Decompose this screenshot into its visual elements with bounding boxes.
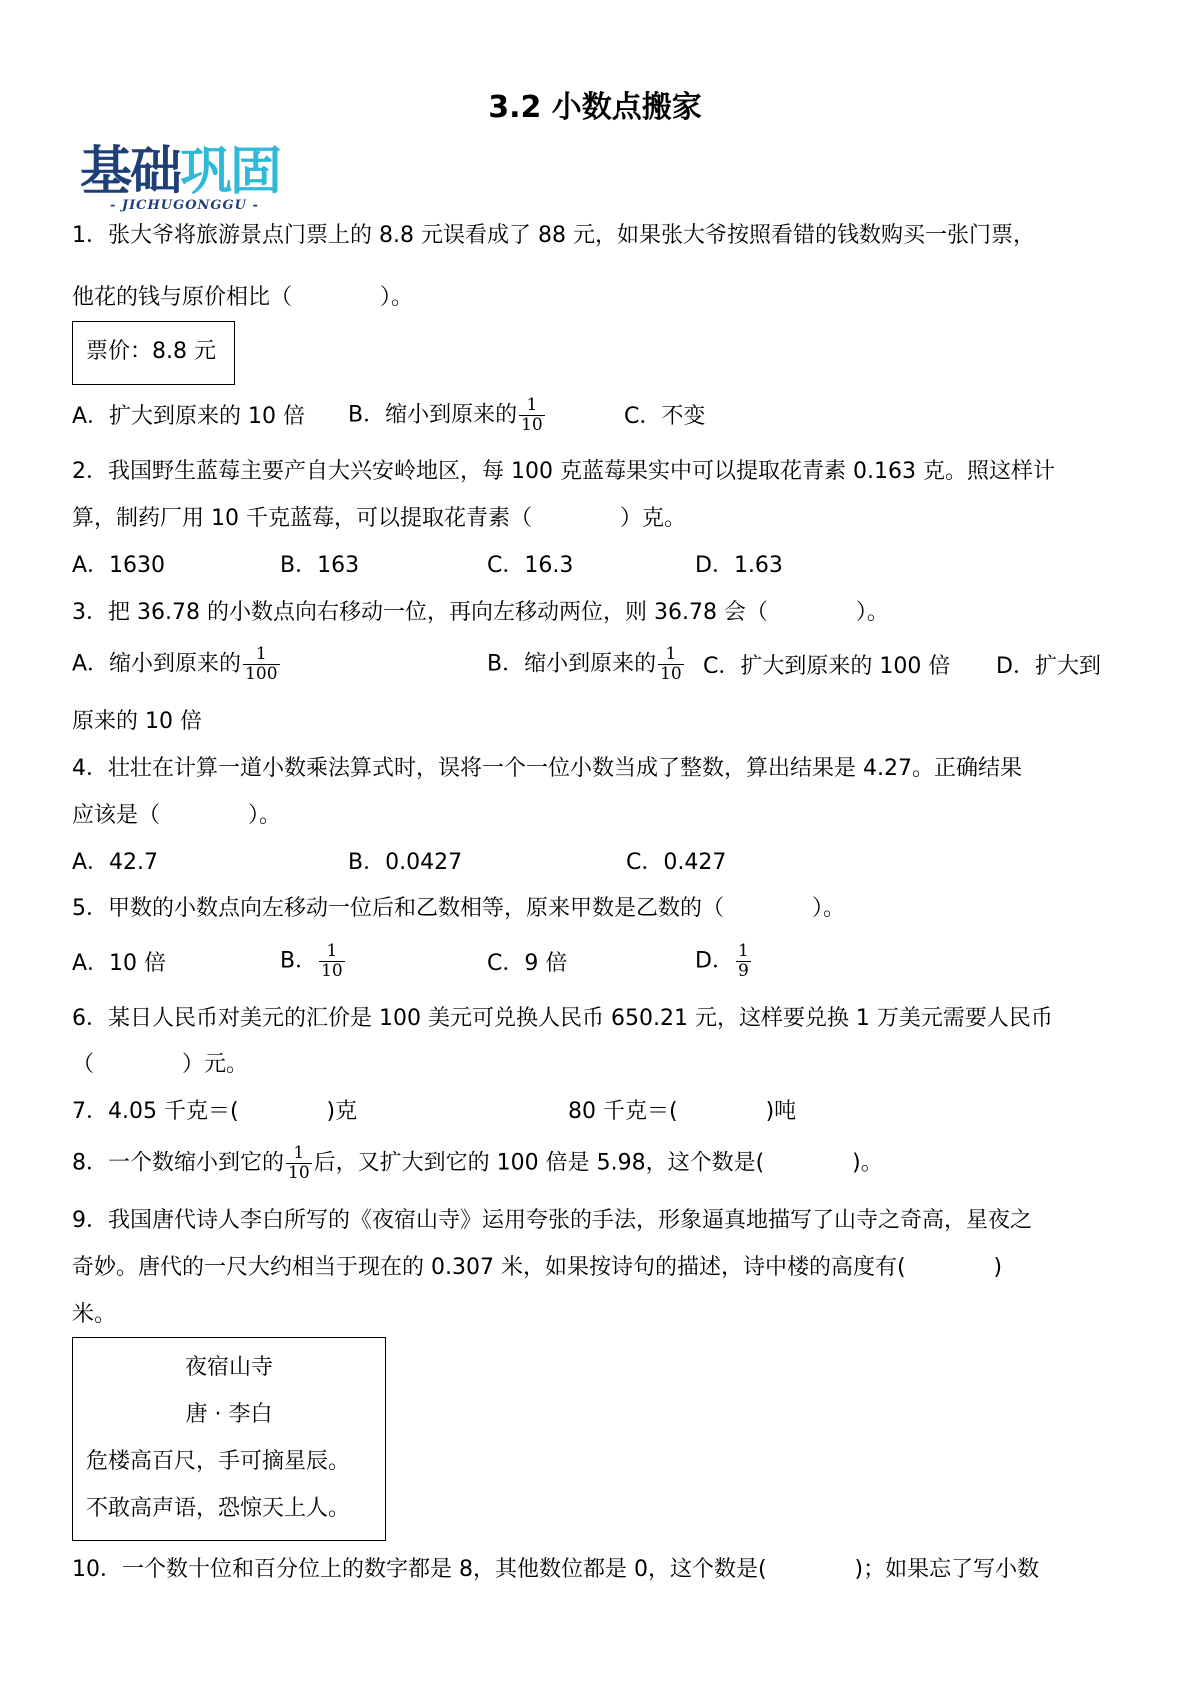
- fraction-denominator: 10: [521, 415, 543, 435]
- poem-author: 唐 · 李白: [185, 1402, 273, 1427]
- fraction-denominator: 9: [737, 961, 749, 981]
- q2-option-d: D．1.63: [695, 553, 783, 578]
- q3-option-c: C．扩大到原来的 100 倍: [703, 654, 951, 679]
- q3-line1: 3．把 36.78 的小数点向右移动一位，再向左移动两位，则 36.78 会（ ）。: [72, 600, 889, 625]
- banner-text-light: 巩固: [180, 142, 281, 202]
- q6-line2: （ ）元。: [72, 1052, 249, 1077]
- q1-option-b-text: B．缩小到原来的: [348, 402, 518, 428]
- q1-option-c: C．不变: [624, 404, 706, 429]
- q1-line1: 1．张大爷将旅游景点门票上的 8.8 元误看成了 88 元，如果张大爷按照看错的钱数购买一张门票，: [72, 223, 1035, 248]
- fraction-denominator: 10: [660, 664, 682, 684]
- q1-option-b-fraction: [519, 396, 545, 435]
- q2-option-c: C．16.3: [487, 553, 574, 578]
- q3-option-b: [487, 645, 686, 684]
- q5-option-d: [695, 942, 753, 981]
- q5-option-b: [280, 942, 347, 981]
- q5-line1: 5．甲数的小数点向左移动一位后和乙数相等，原来甲数是乙数的（ ）。: [72, 896, 845, 921]
- q2-option-a: A．1630: [72, 553, 166, 578]
- fraction-numerator: 1: [326, 941, 338, 961]
- section-banner: [80, 143, 290, 215]
- q9-line2: 奇妙。唐代的一尺大约相当于现在的 0.307 米，如果按诗句的描述，诗中楼的高度有( ): [72, 1255, 1003, 1280]
- q9-line3: 米。: [72, 1302, 117, 1327]
- q1-option-b: [348, 396, 547, 435]
- banner-text: [80, 143, 290, 201]
- q6-line1: 6．某日人民币对美元的汇价是 100 美元可兑换人民币 650.21 元，这样要兑换 1 万美元需要人民币: [72, 1006, 1053, 1031]
- q3-option-a-text: A．缩小到原来的: [72, 651, 242, 677]
- q4-option-c: C．0.427: [626, 850, 727, 875]
- poem-line-2: 不敢高声语，恐惊天上人。: [86, 1496, 351, 1521]
- q5-option-d-fraction: [736, 942, 751, 981]
- q8-fraction: [286, 1144, 312, 1183]
- q8-line: [72, 1144, 883, 1183]
- q4-option-a: A．42.7: [72, 850, 159, 875]
- q3-option-b-text: B．缩小到原来的: [487, 651, 657, 677]
- q10-line1: 10．一个数十位和百分位上的数字都是 8，其他数位都是 0，这个数是( )；如果忘了写小数: [72, 1557, 1040, 1582]
- q3-option-d-continued: 原来的 10 倍: [72, 709, 202, 734]
- q8-text-post: 后，又扩大到它的 100 倍是 5.98，这个数是( )。: [313, 1150, 883, 1176]
- fraction-denominator: 10: [321, 961, 343, 981]
- q1-line2: 他花的钱与原价相比（ ）。: [72, 285, 414, 310]
- q4-line2: 应该是（ ）。: [72, 803, 282, 828]
- q3-option-a-fraction: [243, 645, 279, 684]
- q8-text-pre: 8．一个数缩小到它的: [72, 1150, 284, 1176]
- q3-option-b-fraction: [658, 645, 684, 684]
- fraction-denominator: 100: [245, 664, 278, 684]
- fraction-numerator: 1: [665, 644, 677, 664]
- q7-part1: 7．4.05 千克＝( )克: [72, 1099, 358, 1124]
- fraction-numerator: 1: [526, 395, 538, 415]
- poem-title: 夜宿山寺: [184, 1355, 273, 1380]
- q2-option-b: B．163: [280, 553, 360, 578]
- fraction-numerator: 1: [293, 1143, 305, 1163]
- q1-option-a: A．扩大到原来的 10 倍: [72, 404, 306, 429]
- q5-option-d-text: D．: [695, 948, 734, 974]
- q1-price-text: 票价：8.8 元: [86, 339, 216, 364]
- fraction-numerator: 1: [737, 941, 749, 961]
- q5-option-b-text: B．: [280, 948, 318, 974]
- q4-option-b: B．0.0427: [348, 850, 463, 875]
- banner-text-dark: 基础: [80, 142, 181, 202]
- q9-line1: 9．我国唐代诗人李白所写的《夜宿山寺》运用夸张的手法，形象逼真地描写了山寺之奇高，星夜之: [72, 1208, 1033, 1233]
- q7-part2: 80 千克＝( )吨: [568, 1099, 797, 1124]
- poem-line-1: 危楼高百尺，手可摘星辰。: [86, 1449, 351, 1474]
- page-title: 3.2 小数点搬家: [488, 90, 702, 125]
- q3-option-a: [72, 645, 282, 684]
- fraction-denominator: 10: [288, 1163, 310, 1183]
- q2-line2: 算，制药厂用 10 千克蓝莓，可以提取花青素（ ）克。: [72, 506, 686, 531]
- q2-line1: 2．我国野生蓝莓主要产自大兴安岭地区，每 100 克蓝莓果实中可以提取花青素 0.163 克。照这样计: [72, 459, 1055, 484]
- q5-option-b-fraction: [319, 942, 345, 981]
- q3-option-d: D．扩大到: [996, 654, 1101, 679]
- banner-subtitle: - JICHUGONGGU -: [110, 198, 259, 213]
- q5-option-c: C．9 倍: [487, 951, 568, 976]
- q5-option-a: A．10 倍: [72, 951, 167, 976]
- q4-line1: 4．壮壮在计算一道小数乘法算式时，误将一个一位小数当成了整数，算出结果是 4.27。正确结果: [72, 756, 1022, 781]
- fraction-numerator: 1: [255, 644, 267, 664]
